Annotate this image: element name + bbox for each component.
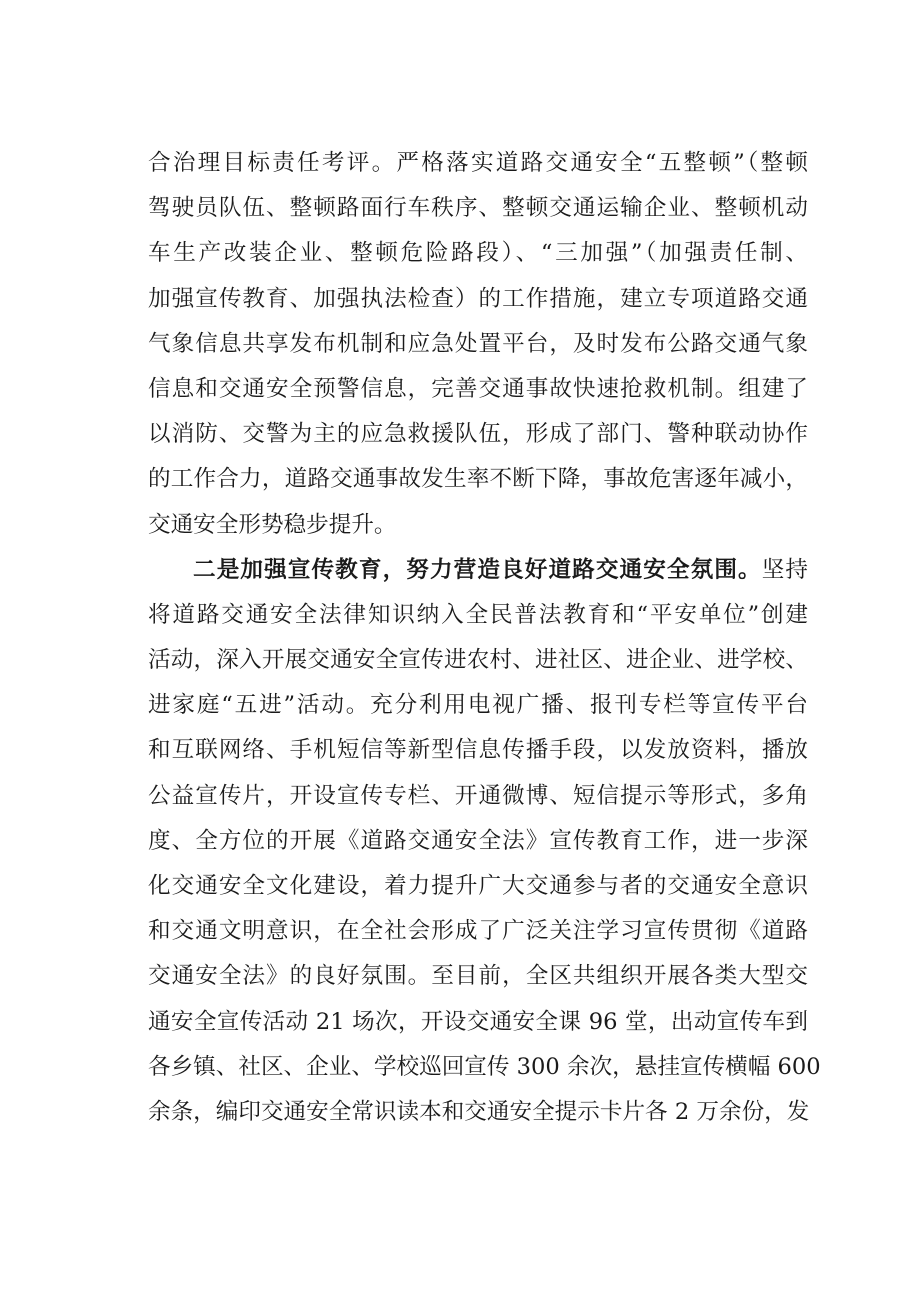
text-line: 活动，深入开展交通安全宣传进农村、进社区、进企业、进学校、 xyxy=(148,647,808,674)
document-body xyxy=(148,141,821,1135)
text-line: 的工作合力，道路交通事故发生率不断下降，事故危害逐年减小， xyxy=(148,466,808,493)
text-line: 驾驶员队伍、整顿路面行车秩序、整顿交通运输企业、整顿机动 xyxy=(148,195,808,222)
text-fragment: 坚持 xyxy=(761,556,809,583)
text-line: 度、全方位的开展《道路交通安全法》宣传教育工作，进一步深 xyxy=(148,827,808,854)
text-line: 余条，编印交通安全常识读本和交通安全提示卡片各 2 万余份，发 xyxy=(148,1098,810,1125)
text-line: 合治理目标责任考评。严格落实道路交通安全“五整顿”（整顿 xyxy=(148,150,808,176)
text-line: 交通安全法》的良好氛围。至目前，全区共组织开展各类大型交 xyxy=(148,963,808,990)
text-line: 通安全宣传活动 21 场次，开设交通安全课 96 堂，出动宣传车到 xyxy=(148,1008,808,1035)
text-line: 信息和交通安全预警信息，完善交通事故快速抢救机制。组建了 xyxy=(148,375,808,402)
text-line: 化交通安全文化建设，着力提升广大交通参与者的交通安全意识 xyxy=(148,873,808,899)
section-heading: 二是加强宣传教育，努力营造良好道路交通安全氛围。 xyxy=(193,556,762,583)
text-line: 加强宣传教育、加强执法检查）的工作措施，建立专项道路交通 xyxy=(148,285,808,312)
text-line: 和交通文明意识，在全社会形成了广泛关注学习宣传贯彻《道路 xyxy=(148,918,808,945)
paragraph-2 xyxy=(148,548,821,1135)
text-line: 气象信息共享发布机制和应急处置平台，及时发布公路交通气象 xyxy=(148,330,808,357)
paragraph-2-first-line xyxy=(148,548,808,593)
paragraph-1 xyxy=(148,141,808,548)
text-line: 以消防、交警为主的应急救援队伍，形成了部门、警种联动协作 xyxy=(148,421,808,448)
text-line: 进家庭“五进”活动。充分利用电视广播、报刊专栏等宣传平台 xyxy=(148,692,808,719)
text-line: 和互联网络、手机短信等新型信息传播手段，以发放资料，播放 xyxy=(148,737,808,764)
text-line: 公益宣传片，开设宣传专栏、开通微博、短信提示等形式，多角 xyxy=(148,782,808,809)
text-line: 将道路交通安全法律知识纳入全民普法教育和“平安单位”创建 xyxy=(148,601,808,628)
text-line: 车生产改装企业、整顿危险路段）、“三加强”（加强责任制、 xyxy=(148,240,808,267)
text-line: 交通安全形势稳步提升。 xyxy=(148,511,397,538)
text-line: 各乡镇、社区、企业、学校巡回宣传 300 余次，悬挂宣传横幅 600 xyxy=(148,1053,821,1080)
